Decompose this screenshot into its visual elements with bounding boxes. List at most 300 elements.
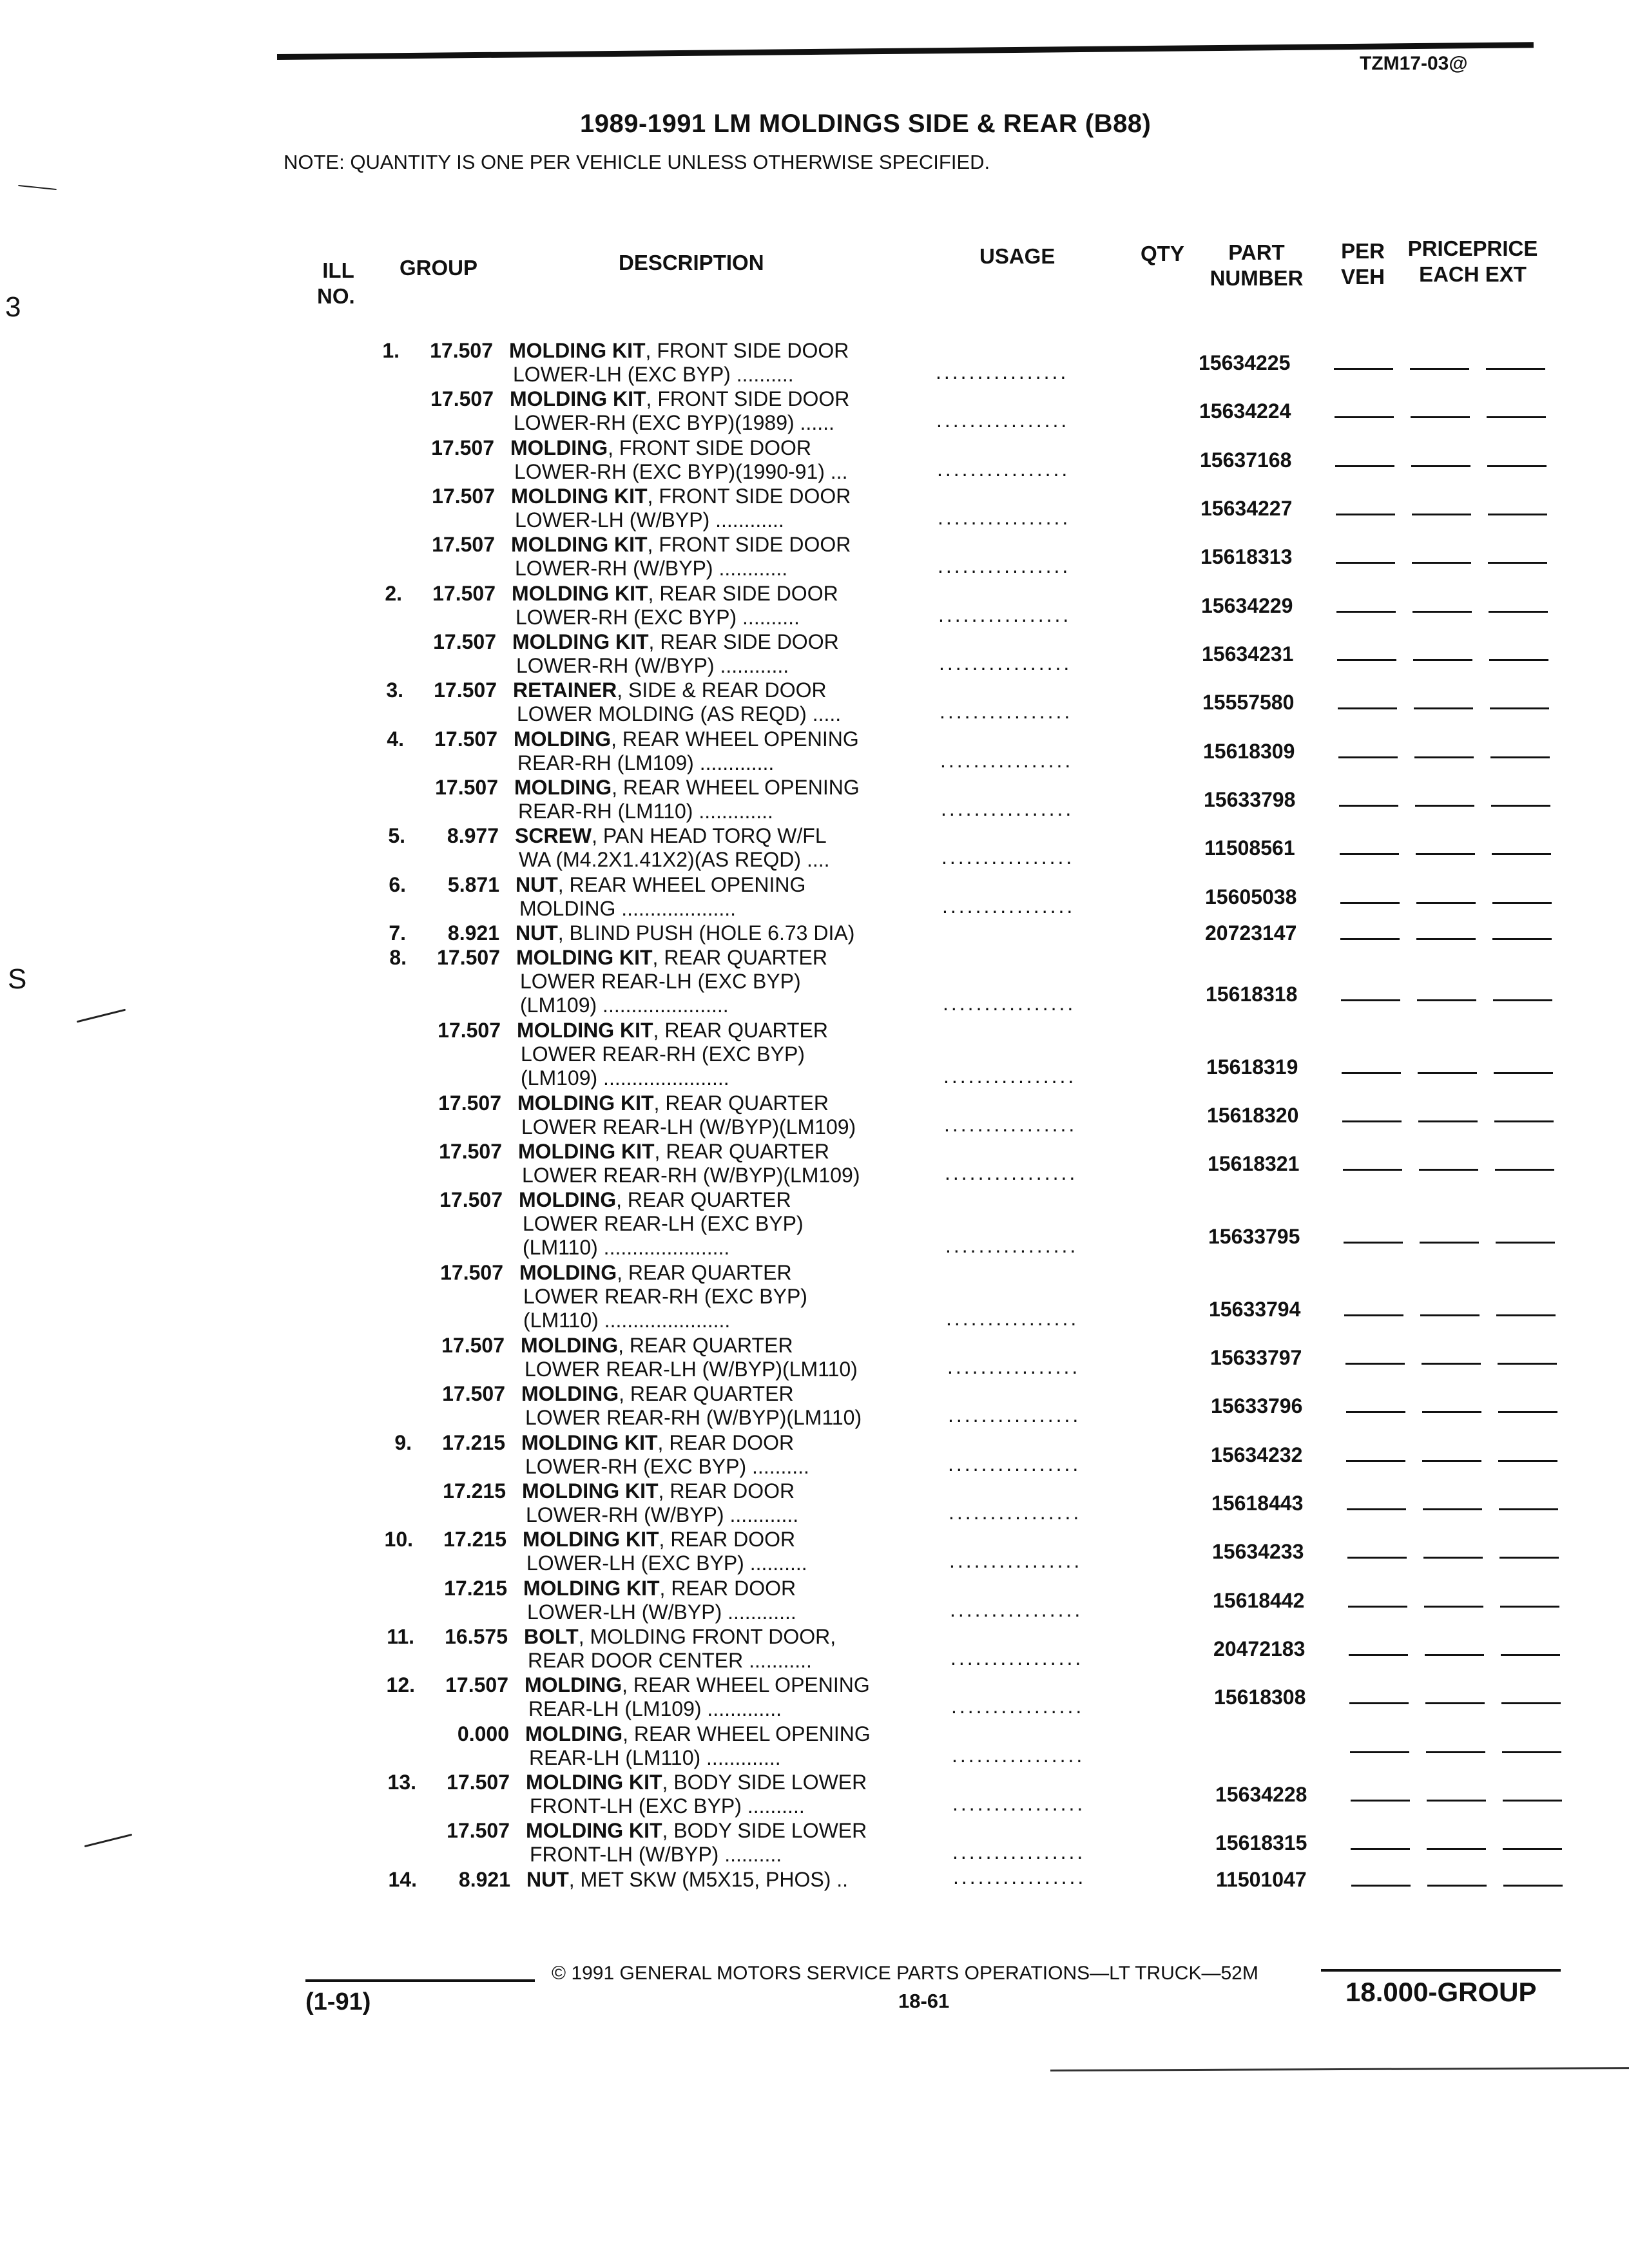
- description-line: [519, 1261, 932, 1285]
- description-line: [513, 702, 925, 726]
- description-text: LOWER REAR-RH (W/BYP)(LM109): [522, 1164, 860, 1187]
- description-line: [514, 751, 926, 775]
- price-each-blank: [1416, 902, 1476, 904]
- part-description: [525, 1722, 938, 1770]
- price-ext-blank: [1503, 1848, 1562, 1850]
- description-text: , REAR QUARTER: [616, 1188, 791, 1211]
- description-text: , REAR WHEEL OPENING: [622, 1673, 870, 1696]
- price-entry-blanks: [1347, 1557, 1566, 1563]
- price-ext-blank: [1498, 1411, 1557, 1413]
- group-code: 16.575: [445, 1625, 508, 1648]
- description-line: [509, 339, 921, 363]
- description-text: REAR-RH (LM109) .............: [517, 751, 775, 774]
- part-number: 15618309: [1203, 740, 1295, 763]
- description-line: [525, 1722, 938, 1746]
- description-line: [526, 1843, 938, 1867]
- description-line: [509, 363, 921, 387]
- price-ext-blank: [1490, 756, 1550, 758]
- price-ext-blank: [1493, 999, 1552, 1001]
- description-line: [511, 533, 923, 557]
- description-line: [512, 630, 925, 654]
- description-text: REAR-LH (LM109) .............: [528, 1697, 782, 1720]
- part-description: [513, 678, 925, 726]
- per-veh-blank: [1349, 1654, 1408, 1656]
- page-title: 1989-1991 LM MOLDINGS SIDE & REAR (B88): [580, 110, 1152, 138]
- price-each-blank: [1424, 1606, 1483, 1608]
- price-entry-blanks: [1340, 902, 1559, 908]
- column-header-price-line1: PRICEPRICE: [1407, 236, 1538, 260]
- group-label: 18.000-GROUP: [1345, 1977, 1537, 2007]
- document-code: TZM17-03@: [1360, 53, 1468, 74]
- part-name: MOLDING KIT: [511, 485, 648, 508]
- ill-number: 10.: [384, 1528, 413, 1551]
- description-line: [521, 1382, 934, 1406]
- price-ext-blank: [1486, 368, 1545, 370]
- price-ext-blank: [1496, 1314, 1556, 1316]
- description-text: , REAR QUARTER: [652, 946, 827, 969]
- description-line: [517, 1019, 929, 1043]
- part-description: [509, 339, 921, 387]
- part-name: MOLDING KIT: [526, 1819, 662, 1842]
- group-code: 17.507: [430, 339, 493, 362]
- description-text: , REAR QUARTER: [617, 1261, 792, 1284]
- price-each-blank: [1427, 1800, 1486, 1802]
- ill-number: 1.: [382, 339, 400, 362]
- usage-leader-dots: ................: [938, 554, 1071, 577]
- price-each-blank: [1412, 514, 1471, 515]
- part-name: MOLDING: [521, 1382, 619, 1405]
- part-description: [521, 1334, 933, 1381]
- per-veh-blank: [1343, 1169, 1402, 1171]
- description-text: (LM109) ......................: [520, 994, 729, 1017]
- description-text: REAR-RH (LM110) .............: [518, 800, 773, 823]
- price-entry-blanks: [1346, 1411, 1565, 1418]
- part-name: MOLDING KIT: [512, 630, 649, 653]
- price-ext-blank: [1489, 611, 1548, 613]
- price-entry-blanks: [1340, 938, 1559, 945]
- part-number: 15633794: [1209, 1298, 1301, 1321]
- part-description: [514, 727, 926, 775]
- copyright-notice: © 1991 GENERAL MOTORS SERVICE PARTS OPERATIONS—LT TRUCK—52M: [552, 1963, 1258, 1984]
- price-entry-blanks: [1342, 1120, 1561, 1127]
- part-name: MOLDING KIT: [523, 1528, 659, 1551]
- part-description: [521, 1431, 934, 1479]
- part-name: MOLDING: [519, 1261, 617, 1284]
- part-name: RETAINER: [513, 678, 617, 702]
- description-line: [517, 1115, 930, 1139]
- part-description: [523, 1528, 935, 1575]
- description-text: LOWER-RH (EXC BYP)(1990-91) ...: [514, 460, 848, 483]
- price-ext-blank: [1491, 805, 1550, 807]
- description-text: , FRONT SIDE DOOR: [645, 339, 849, 362]
- part-description: [525, 1673, 937, 1721]
- price-each-blank: [1416, 938, 1476, 940]
- part-number: 15634231: [1202, 642, 1294, 666]
- price-ext-blank: [1487, 465, 1547, 467]
- price-ext-blank: [1496, 1242, 1555, 1244]
- description-text: (LM110) ......................: [523, 1309, 731, 1332]
- price-ext-blank: [1487, 416, 1546, 418]
- part-number: 15634233: [1212, 1540, 1304, 1563]
- part-description: [516, 873, 928, 921]
- per-veh-blank: [1335, 465, 1394, 467]
- part-number: 11501047: [1216, 1868, 1307, 1891]
- part-name: MOLDING: [510, 436, 608, 459]
- description-line: [526, 1794, 938, 1818]
- group-code: 17.215: [443, 1479, 506, 1503]
- usage-leader-dots: ................: [940, 700, 1073, 723]
- usage-leader-dots: ................: [940, 749, 1074, 772]
- group-code: 8.921: [447, 921, 499, 945]
- description-line: [511, 557, 923, 581]
- description-text: , FRONT SIDE DOOR: [647, 533, 851, 556]
- description-text: LOWER REAR-RH (W/BYP)(LM110): [525, 1406, 862, 1429]
- description-line: [523, 1577, 936, 1600]
- price-ext-blank: [1498, 1363, 1557, 1365]
- column-header-per-line2: VEH: [1341, 265, 1385, 289]
- part-description: [516, 946, 929, 1017]
- price-ext-blank: [1490, 707, 1549, 709]
- part-name: MOLDING KIT: [517, 1091, 654, 1115]
- ill-number: 14.: [388, 1868, 417, 1891]
- margin-mark: 3: [5, 291, 21, 323]
- ill-number: 12.: [386, 1673, 415, 1696]
- part-description: [514, 776, 927, 823]
- price-each-blank: [1422, 1411, 1481, 1413]
- part-name: MOLDING KIT: [511, 533, 648, 556]
- description-line: [512, 606, 924, 629]
- usage-leader-dots: ................: [941, 845, 1075, 869]
- description-line: [525, 1673, 937, 1697]
- price-entry-blanks: [1344, 1242, 1563, 1248]
- margin-mark: S: [8, 963, 27, 995]
- description-line: [511, 485, 923, 508]
- per-veh-blank: [1347, 1557, 1407, 1559]
- part-number: 15633795: [1208, 1225, 1300, 1248]
- price-each-blank: [1420, 1242, 1479, 1244]
- group-code: 17.507: [447, 1771, 510, 1794]
- price-ext-blank: [1500, 1606, 1559, 1608]
- description-line: [510, 460, 923, 484]
- price-each-blank: [1412, 611, 1472, 613]
- price-each-blank: [1415, 805, 1474, 807]
- description-text: , BODY SIDE LOWER: [662, 1819, 867, 1842]
- description-text: FRONT-LH (W/BYP) ..........: [530, 1843, 782, 1866]
- description-line: [523, 1600, 936, 1624]
- column-header-price-line2: EACH EXT: [1419, 262, 1527, 286]
- usage-leader-dots: ................: [945, 1234, 1079, 1257]
- description-text: , REAR DOOR: [659, 1528, 796, 1551]
- price-each-blank: [1422, 1460, 1481, 1462]
- part-description: [510, 436, 923, 484]
- description-text: (LM109) ......................: [521, 1066, 729, 1090]
- price-entry-blanks: [1350, 1751, 1569, 1758]
- revision-date: (1-91): [305, 1988, 371, 2015]
- price-entry-blanks: [1338, 756, 1557, 763]
- per-veh-blank: [1338, 756, 1398, 758]
- page-number: 18-61: [898, 1990, 950, 2012]
- part-name: MOLDING: [514, 776, 612, 799]
- usage-leader-dots: ................: [942, 894, 1075, 918]
- price-each-blank: [1414, 756, 1474, 758]
- per-veh-blank: [1340, 902, 1400, 904]
- description-line: [512, 654, 925, 678]
- description-line: [525, 1746, 938, 1770]
- description-text: , REAR SIDE DOOR: [648, 582, 838, 605]
- price-each-blank: [1423, 1508, 1482, 1510]
- description-text: FRONT-LH (EXC BYP) ..........: [530, 1794, 805, 1818]
- price-ext-blank: [1494, 1072, 1553, 1074]
- price-each-blank: [1427, 1848, 1486, 1850]
- price-ext-blank: [1488, 514, 1547, 515]
- part-description: [526, 1771, 938, 1818]
- price-each-blank: [1420, 1314, 1480, 1316]
- price-each-blank: [1417, 999, 1476, 1001]
- price-entry-blanks: [1336, 514, 1555, 520]
- price-ext-blank: [1495, 1169, 1554, 1171]
- description-line: [521, 1406, 934, 1430]
- price-entry-blanks: [1346, 1460, 1565, 1466]
- price-each-blank: [1411, 465, 1470, 467]
- per-veh-blank: [1346, 1411, 1405, 1413]
- price-entry-blanks: [1351, 1800, 1570, 1806]
- column-header-usage: USAGE: [979, 244, 1055, 268]
- part-name: MOLDING KIT: [523, 1577, 660, 1600]
- per-veh-blank: [1344, 1242, 1403, 1244]
- description-line: [511, 508, 923, 532]
- price-ext-blank: [1501, 1702, 1561, 1704]
- description-line: [518, 1164, 930, 1187]
- description-line: [516, 994, 929, 1017]
- group-code: 17.507: [440, 1261, 503, 1284]
- description-line: [519, 1309, 932, 1332]
- description-line: [521, 1334, 933, 1358]
- price-entry-blanks: [1351, 1848, 1570, 1854]
- description-line: [519, 1212, 931, 1236]
- part-name: MOLDING KIT: [518, 1140, 655, 1163]
- ill-number: 13.: [387, 1771, 416, 1794]
- description-text: , REAR DOOR: [659, 1577, 796, 1600]
- column-header-ill-line2: NO.: [317, 284, 355, 308]
- per-veh-blank: [1340, 938, 1400, 940]
- description-text: LOWER-RH (EXC BYP) ..........: [516, 606, 800, 629]
- description-text: , PAN HEAD TORQ W/FL: [592, 824, 827, 847]
- part-description: [518, 1140, 930, 1187]
- description-line: [519, 1236, 931, 1260]
- price-ext-blank: [1503, 1885, 1563, 1887]
- price-each-blank: [1411, 416, 1470, 418]
- description-line: [519, 1188, 931, 1212]
- part-number: 15618442: [1213, 1589, 1305, 1612]
- description-text: , FRONT SIDE DOOR: [647, 485, 851, 508]
- description-text: LOWER-RH (EXC BYP)(1989) ......: [514, 411, 834, 434]
- description-text: LOWER REAR-LH (W/BYP)(LM110): [525, 1358, 858, 1381]
- part-description: [519, 1188, 931, 1260]
- description-text: , BLIND PUSH (HOLE 6.73 DIA): [557, 921, 855, 945]
- column-header-qty: QTY: [1141, 242, 1184, 265]
- group-code: 17.507: [432, 582, 496, 605]
- column-header-part-line2: NUMBER: [1210, 266, 1304, 290]
- description-line: [516, 873, 928, 897]
- ill-number: 5.: [388, 824, 405, 847]
- part-name: MOLDING: [521, 1334, 619, 1357]
- description-text: , REAR QUARTER: [619, 1382, 794, 1405]
- part-description: [517, 1091, 930, 1139]
- description-line: [514, 800, 927, 823]
- description-text: , REAR DOOR: [658, 1479, 795, 1503]
- description-text: LOWER-RH (EXC BYP) ..........: [525, 1455, 809, 1478]
- price-ext-blank: [1492, 938, 1552, 940]
- part-description: [512, 582, 924, 629]
- usage-leader-dots: ................: [952, 1840, 1086, 1863]
- description-text: LOWER-LH (W/BYP) ............: [515, 508, 784, 532]
- part-description: [515, 824, 927, 872]
- price-each-blank: [1419, 1169, 1478, 1171]
- per-veh-blank: [1336, 611, 1396, 613]
- part-name: MOLDING KIT: [512, 582, 648, 605]
- per-veh-blank: [1351, 1885, 1411, 1887]
- price-each-blank: [1412, 562, 1471, 564]
- usage-leader-dots: ................: [936, 408, 1070, 432]
- per-veh-blank: [1339, 805, 1398, 807]
- part-name: NUT: [526, 1868, 569, 1891]
- description-line: [526, 1868, 939, 1892]
- per-veh-blank: [1341, 999, 1400, 1001]
- part-description: [517, 1019, 929, 1090]
- group-code: 17.507: [431, 436, 494, 459]
- usage-leader-dots: ................: [941, 797, 1074, 820]
- usage-leader-dots: ................: [948, 1403, 1081, 1427]
- part-number: 15618319: [1206, 1055, 1298, 1079]
- per-veh-blank: [1336, 514, 1395, 515]
- description-line: [510, 411, 922, 435]
- per-veh-blank: [1345, 1363, 1405, 1365]
- group-code: 17.507: [430, 387, 494, 410]
- group-code: 17.507: [447, 1819, 510, 1842]
- per-veh-blank: [1334, 368, 1393, 370]
- description-text: LOWER-LH (EXC BYP) ..........: [526, 1552, 807, 1575]
- usage-leader-dots: ................: [943, 1064, 1077, 1088]
- part-description: [526, 1819, 938, 1867]
- description-line: [512, 582, 924, 606]
- description-text: , REAR SIDE DOOR: [648, 630, 839, 653]
- part-description: [511, 533, 923, 581]
- usage-leader-dots: ................: [939, 651, 1072, 675]
- part-name: MOLDING KIT: [509, 339, 646, 362]
- description-text: , REAR QUARTER: [654, 1140, 829, 1163]
- price-entry-blanks: [1337, 659, 1556, 666]
- description-line: [525, 1697, 937, 1721]
- part-number: 15618315: [1215, 1831, 1307, 1854]
- usage-leader-dots: ................: [945, 1161, 1078, 1184]
- description-text: , SIDE & REAR DOOR: [617, 678, 827, 702]
- price-entry-blanks: [1348, 1606, 1567, 1612]
- price-each-blank: [1418, 1072, 1477, 1074]
- usage-leader-dots: ................: [950, 1598, 1083, 1621]
- description-line: [518, 1140, 930, 1164]
- description-text: , REAR WHEEL OPENING: [612, 776, 860, 799]
- price-ext-blank: [1501, 1654, 1560, 1656]
- part-description: [524, 1625, 936, 1673]
- description-text: (LM110) ......................: [523, 1236, 730, 1259]
- price-entry-blanks: [1339, 805, 1558, 811]
- part-number: 15618443: [1211, 1492, 1304, 1515]
- part-number: 15634227: [1200, 497, 1293, 520]
- description-text: , MOLDING FRONT DOOR,: [578, 1625, 836, 1648]
- column-header-per-line1: PER: [1341, 239, 1385, 263]
- description-line: [526, 1819, 938, 1843]
- usage-leader-dots: ................: [949, 1549, 1083, 1572]
- part-name: MOLDING: [525, 1673, 622, 1696]
- price-ext-blank: [1499, 1508, 1558, 1510]
- part-description: [510, 387, 922, 435]
- price-each-blank: [1425, 1654, 1484, 1656]
- price-each-blank: [1427, 1885, 1487, 1887]
- part-description: [522, 1479, 934, 1527]
- description-line: [516, 921, 928, 945]
- usage-leader-dots: ................: [953, 1865, 1086, 1888]
- description-text: , REAR WHEEL OPENING: [611, 727, 859, 751]
- price-each-blank: [1413, 659, 1472, 661]
- part-number: 15618313: [1200, 545, 1293, 568]
- per-veh-blank: [1342, 1072, 1401, 1074]
- price-each-blank: [1425, 1702, 1485, 1704]
- usage-leader-dots: ................: [951, 1695, 1084, 1718]
- description-line: [521, 1431, 934, 1455]
- price-entry-blanks: [1351, 1885, 1570, 1891]
- description-line: [522, 1479, 934, 1503]
- column-header-ill-line1: ILL: [322, 258, 354, 282]
- part-name: NUT: [516, 873, 558, 896]
- description-line: [517, 1066, 929, 1090]
- usage-leader-dots: ................: [952, 1744, 1085, 1767]
- description-line: [522, 1503, 934, 1527]
- price-entry-blanks: [1340, 853, 1559, 860]
- price-ext-blank: [1499, 1557, 1559, 1559]
- description-line: [517, 1043, 929, 1066]
- description-text: , REAR WHEEL OPENING: [557, 873, 806, 896]
- part-number: 15633796: [1211, 1394, 1303, 1418]
- part-number: 15634224: [1199, 399, 1291, 423]
- price-entry-blanks: [1342, 1072, 1561, 1079]
- part-name: MOLDING KIT: [516, 946, 653, 969]
- price-entry-blanks: [1344, 1314, 1563, 1321]
- price-entry-blanks: [1338, 707, 1557, 714]
- price-each-blank: [1422, 1363, 1481, 1365]
- description-text: REAR DOOR CENTER ...........: [528, 1649, 812, 1672]
- part-name: SCREW: [515, 824, 592, 847]
- footer-rule-left: [305, 1979, 535, 1982]
- usage-leader-dots: ................: [949, 1501, 1082, 1524]
- description-text: , MET SKW (M5X15, PHOS) ..: [568, 1868, 849, 1891]
- per-veh-blank: [1336, 562, 1395, 564]
- description-text: , FRONT SIDE DOOR: [646, 387, 850, 410]
- description-text: , REAR QUARTER: [653, 1019, 828, 1042]
- price-ext-blank: [1502, 1751, 1561, 1753]
- description-line: [524, 1649, 936, 1673]
- price-ext-blank: [1498, 1460, 1557, 1462]
- usage-leader-dots: ................: [952, 1792, 1086, 1815]
- price-ext-blank: [1503, 1800, 1562, 1802]
- group-code: 17.215: [442, 1431, 505, 1454]
- usage-leader-dots: ................: [947, 1355, 1081, 1378]
- group-code: 17.507: [438, 1091, 501, 1115]
- description-text: , FRONT SIDE DOOR: [608, 436, 811, 459]
- group-code: 17.507: [445, 1673, 508, 1696]
- group-code: 17.507: [441, 1334, 505, 1357]
- price-ext-blank: [1494, 1120, 1554, 1122]
- description-text: LOWER MOLDING (AS REQD) .....: [517, 702, 842, 726]
